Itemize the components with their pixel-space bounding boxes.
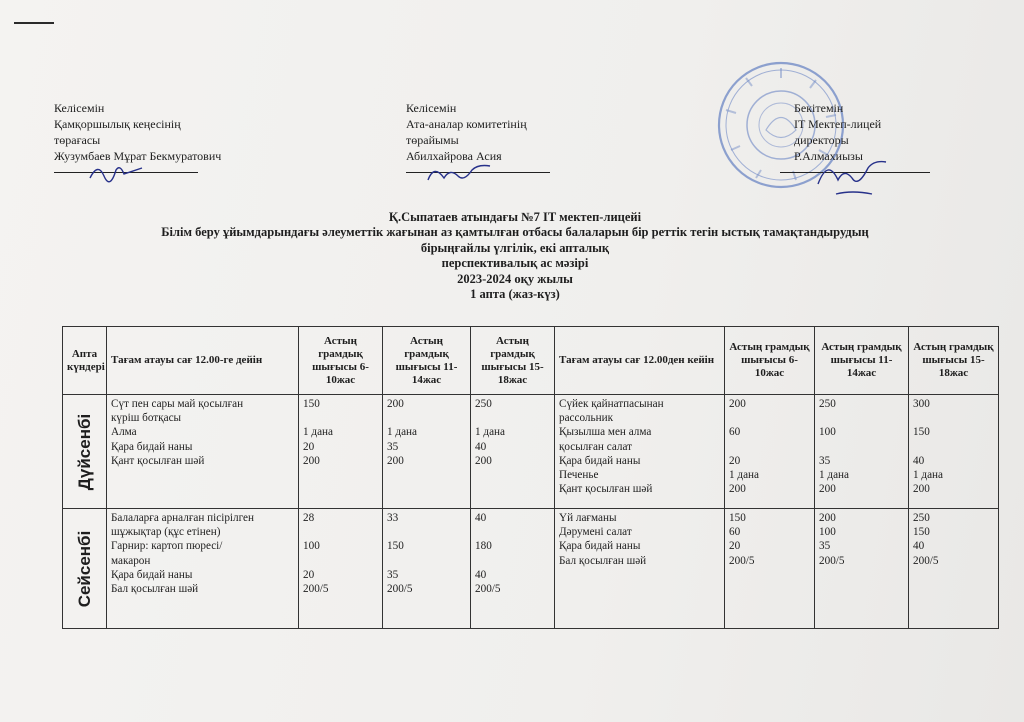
approval-line: Қамқоршылық кеңесінің: [54, 117, 181, 131]
header-dish-after: Тағам атауы сағ 12.00ден кейін: [555, 327, 725, 395]
menu-table: [62, 326, 999, 629]
cell-line: 35: [387, 440, 399, 453]
grams-cell: [471, 395, 555, 509]
grams-cell: [299, 509, 383, 629]
cell-line: 20: [729, 454, 741, 467]
cell-line: 1 дана: [819, 468, 850, 481]
approval-line: Абилхайрова Асия: [406, 149, 502, 163]
cell-line: Печенье: [559, 468, 599, 481]
cell-line: 100: [303, 540, 320, 553]
approval-line: төрайымы: [406, 133, 459, 147]
approval-line: IT Мектеп-лицей: [794, 117, 882, 131]
cell-line: 60: [729, 526, 741, 539]
cell-line: [387, 554, 466, 568]
day-cell: [63, 509, 107, 629]
cell-line: 1 дана: [729, 468, 760, 481]
cell-line: Алма: [111, 426, 137, 439]
cell-line: [387, 411, 466, 425]
cell-line: 200: [303, 454, 320, 467]
cell-line: 1 дана: [913, 468, 944, 481]
cell-line: 40: [913, 454, 925, 467]
cell-line: Сүт пен сары май қосылған: [111, 398, 244, 410]
cell-line: 40: [475, 512, 487, 524]
dish-list-before: [107, 509, 299, 629]
cell-line: 200/5: [387, 582, 413, 595]
table-header-row: [63, 327, 999, 395]
header-grams-15-18: Астың грамдық шығысы 15-18жас: [909, 327, 999, 395]
cell-line: 150: [913, 526, 930, 539]
cell-line: 20: [303, 440, 315, 453]
table-row: [63, 395, 999, 509]
cell-line: [475, 411, 550, 425]
grams-cell: [299, 395, 383, 509]
cell-line: [303, 554, 378, 568]
cell-line: Қант қосылған шәй: [111, 454, 205, 467]
day-name: Дүйсенбі: [74, 413, 94, 490]
grams-cell: [815, 395, 909, 509]
cell-line: 180: [475, 540, 492, 553]
header-dish-before: Тағам атауы сағ 12.00-ге дейін: [107, 327, 299, 395]
cell-line: [303, 525, 378, 539]
cell-line: Қара бидай наны: [111, 440, 193, 453]
grams-cell: [383, 395, 471, 509]
cell-line: 200: [475, 454, 492, 467]
cell-line: 200/5: [475, 582, 501, 595]
cell-line: 1 дана: [387, 426, 418, 439]
cell-line: макарон: [111, 554, 151, 567]
approval-line: Келісемін: [406, 101, 457, 115]
cell-line: Үй лағманы: [559, 512, 617, 524]
cell-line: [913, 440, 994, 454]
header-grams-15-18: Астың грамдық шығысы 15-18жас: [471, 327, 555, 395]
cell-line: Қант қосылған шәй: [559, 483, 653, 496]
grams-cell: [471, 509, 555, 629]
signature-parents: [424, 158, 494, 188]
cell-line: 35: [387, 568, 399, 581]
approval-line: Жузумбаев Мұрат Бекмуратович: [54, 149, 222, 163]
cell-line: 20: [729, 540, 741, 553]
table-row: [63, 509, 999, 629]
signature-director: [812, 154, 890, 200]
approval-line: Келісемін: [54, 101, 105, 115]
cell-line: [729, 411, 810, 425]
cell-line: қосылған салат: [559, 440, 633, 453]
cell-line: 40: [475, 440, 487, 453]
cell-line: Бал қосылған шәй: [111, 582, 199, 595]
header-grams-11-14: Астың грамдық шығысы 11-14жас: [815, 327, 909, 395]
cell-line: [387, 525, 466, 539]
cell-line: 60: [729, 426, 741, 439]
title-line: Қ.Сыпатаев атындағы №7 IT мектеп-лицейі: [388, 210, 642, 224]
approval-line: директоры: [794, 133, 849, 147]
cell-line: [913, 411, 994, 425]
day-cell: [63, 395, 107, 509]
cell-line: 200: [387, 454, 404, 467]
cell-line: күріш ботқасы: [111, 412, 182, 425]
cell-line: Дәрумені салат: [559, 526, 632, 539]
cell-line: 33: [387, 512, 399, 524]
cell-line: [303, 411, 378, 425]
cell-line: 20: [303, 568, 315, 581]
cell-line: 200/5: [819, 554, 845, 567]
cell-line: 200: [819, 512, 836, 524]
cell-line: 200/5: [913, 554, 939, 567]
cell-line: Қара бидай наны: [111, 568, 193, 581]
header-grams-6-10: Астың грамдық шығысы 6-10жас: [725, 327, 815, 395]
cell-line: 200: [913, 483, 930, 496]
cell-line: 200: [729, 483, 746, 496]
cell-line: 150: [913, 426, 930, 439]
title-line: бірыңғайлы үлгілік, екі апталық: [420, 240, 610, 255]
cell-line: Қара бидай наны: [559, 454, 641, 467]
cell-line: 200/5: [303, 582, 329, 595]
cell-line: 150: [303, 398, 320, 410]
cell-line: [819, 411, 904, 425]
cell-line: 250: [913, 512, 930, 524]
cell-line: [475, 554, 550, 568]
grams-cell: [815, 509, 909, 629]
approval-line: төрағасы: [54, 133, 101, 147]
cell-line: шұжықтар (құс етінен): [111, 526, 221, 539]
cell-line: 1 дана: [303, 426, 334, 439]
cell-line: Қызылша мен алма: [559, 426, 652, 439]
cell-line: Бал қосылған шәй: [559, 554, 647, 567]
approval-line: Р.Алмахиызы: [794, 149, 863, 163]
cell-line: 1 дана: [475, 426, 506, 439]
title-line: Білім беру ұйымдарындағы әлеуметтік жағынан аз қамтылған отбасы балаларын бір реттік тегін ыстық тамақтандырудың: [161, 225, 869, 240]
cell-line: 35: [819, 540, 831, 553]
cell-line: [819, 440, 904, 454]
title-line: 1 апта (жаз-күз): [470, 287, 560, 302]
day-name: Сейсенбі: [74, 530, 94, 607]
cell-line: 200: [819, 483, 836, 496]
grams-cell: [725, 395, 815, 509]
grams-cell: [383, 509, 471, 629]
approval-line: Ата-аналар комитетінің: [406, 117, 527, 131]
cell-line: 200/5: [729, 554, 755, 567]
document-title: [60, 210, 970, 302]
cell-line: 150: [387, 540, 404, 553]
dish-list-after: [555, 395, 725, 509]
grams-cell: [725, 509, 815, 629]
top-rule: [14, 22, 54, 24]
cell-line: 200: [729, 398, 746, 410]
cell-line: Қара бидай наны: [559, 540, 641, 553]
approval-line: Бекітемін: [794, 101, 844, 115]
cell-line: 28: [303, 512, 315, 524]
dish-list-after: [555, 509, 725, 629]
cell-line: 250: [819, 398, 836, 410]
cell-line: 150: [729, 512, 746, 524]
title-line: 2023-2024 оқу жылы: [457, 271, 573, 286]
signature-board: [86, 158, 146, 186]
cell-line: 200: [387, 398, 404, 410]
cell-line: [729, 440, 810, 454]
cell-line: 35: [819, 454, 831, 467]
cell-line: 100: [819, 526, 836, 539]
cell-line: 40: [475, 568, 487, 581]
header-grams-11-14: Астың грамдық шығысы 11-14жас: [383, 327, 471, 395]
cell-line: Балаларға арналған пісірілген: [111, 512, 255, 524]
dish-list-before: [107, 395, 299, 509]
cell-line: Гарнир: картоп пюресі/: [111, 540, 223, 553]
header-day: Апта күндері: [63, 327, 107, 395]
grams-cell: [909, 509, 999, 629]
cell-line: 40: [913, 540, 925, 553]
cell-line: рассольник: [559, 412, 614, 425]
cell-line: Сүйек қайнатпасынан: [559, 398, 664, 410]
grams-cell: [909, 395, 999, 509]
cell-line: 250: [475, 398, 492, 410]
cell-line: 300: [913, 398, 930, 410]
header-grams-6-10: Астың грамдық шығысы 6-10жас: [299, 327, 383, 395]
cell-line: [475, 525, 550, 539]
cell-line: 100: [819, 426, 836, 439]
title-line: перспективалық ас мәзірі: [441, 256, 589, 271]
